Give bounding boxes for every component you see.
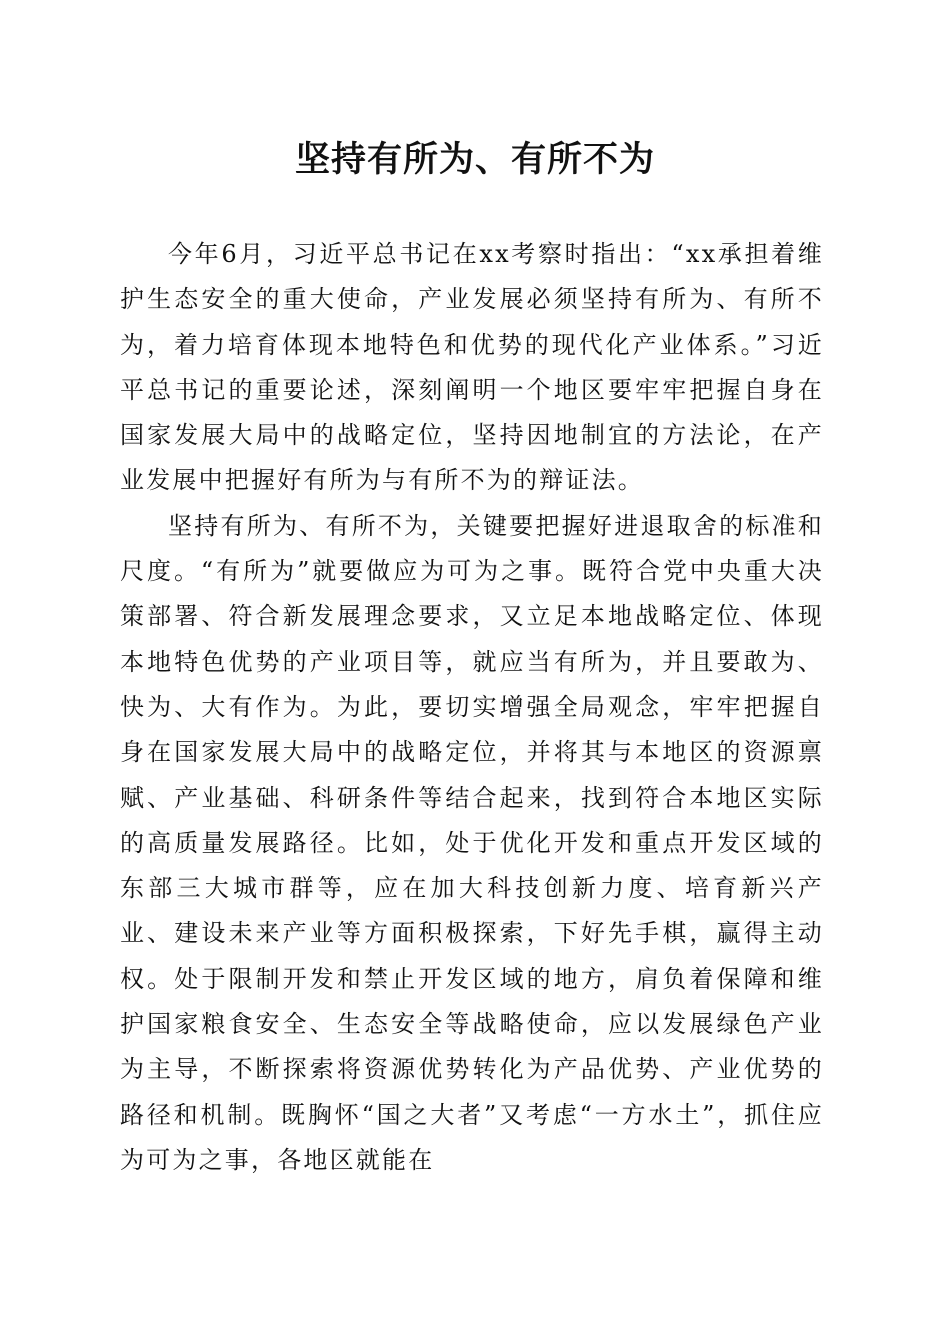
document-title: 坚持有所为、有所不为 bbox=[294, 139, 655, 180]
body-paragraph-1: 今年6月，习近平总书记在xx考察时指出：“xx承担着维护生态安全的重大使命，产业发展必须坚持有所为、有所不为，着力培育体现本地特色和优势的现代化产业体系。”习近平总书记的重要论述，深刻阐明一个地区要牢牢把握自身在国家发展大局中的战略定位，坚持因地制宜的方法论，在产业发展中把握好有所为与有所不为的辩证法。 bbox=[120, 240, 824, 495]
document-body bbox=[120, 232, 824, 1183]
body-paragraph-2: 坚持有所为、有所不为，关键要把握好进退取舍的标准和尺度。“有所为”就要做应为可为之事。既符合党中央重大决策部署、符合新发展理念要求，又立足本地战略定位、体现本地特色优势的产业项目等，就应当有所为，并且要敢为、快为、大有作为。为此，要切实增强全局观念，牢牢把握自身在国家发展大局中的战略定位，并将其与本地区的资源禀赋、产业基础、科研条件等结合起来，找到符合本地区实际的高质量发展路径。比如，处于优化开发和重点开发区域的东部三大城市群等，应在加大科技创新力度、培育新兴产业、建设未来产业等方面积极探索，下好先手棋，赢得主动权。处于限制开发和禁止开发区域的地方，肩负着保障和维护国家粮食安全、生态安全等战略使命，应以发展绿色产业为主导，不断探索将资源优势转化为产品优势、产业优势的路径和机制。既胸怀“国之大者”又考虑“一方水土”，抓住应为可为之事，各地区就能在 bbox=[120, 511, 824, 1174]
